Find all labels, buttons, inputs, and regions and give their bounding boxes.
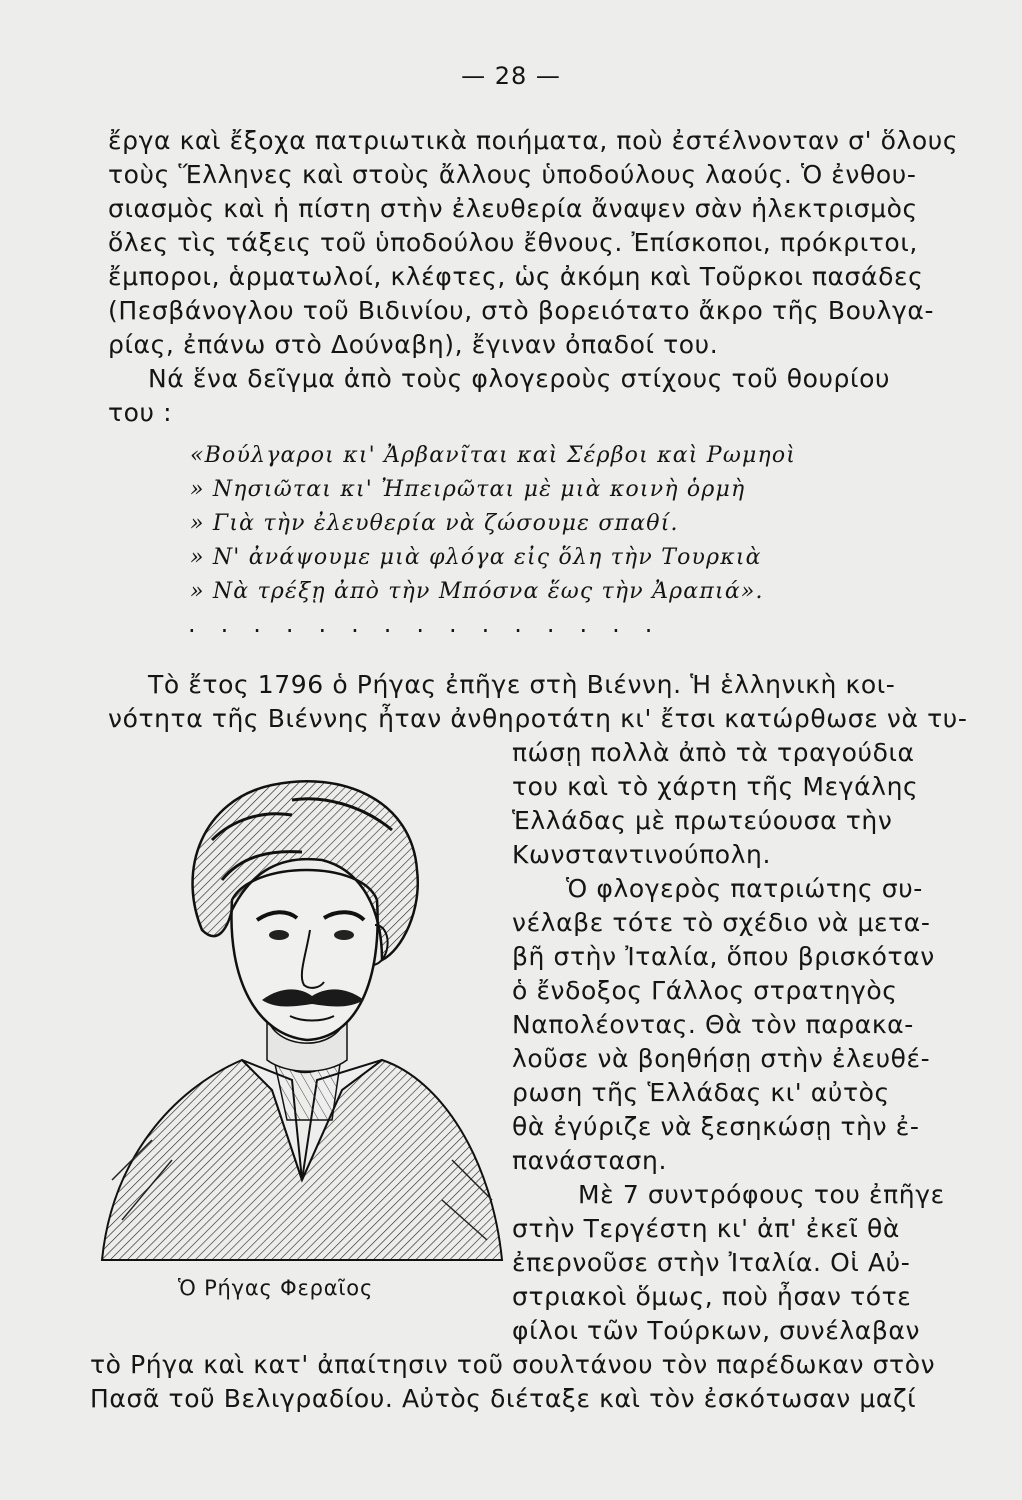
poem-line: » Ν' ἀνάψουμε μιὰ φλόγα εἰς ὅλη τὴν Τουρκιὰ xyxy=(190,545,762,570)
text-line: Μὲ 7 συντρόφους του ἐπῆγε xyxy=(578,1180,945,1209)
poem-line: » Νὰ τρέξῃ ἀπὸ τὴν Μπόσνα ἕως τὴν Ἀραπιά». xyxy=(190,579,764,604)
ellipsis-row: ............... xyxy=(188,610,678,638)
text-line: πώσῃ πολλὰ ἀπὸ τὰ τραγούδια xyxy=(512,738,915,767)
poem-line: » Νησιῶται κι' Ἠπειρῶται μὲ μιὰ κοινὴ ὁρμὴ xyxy=(190,477,746,502)
text-line: Ἑλλάδας μὲ πρωτεύουσα τὴν xyxy=(512,806,893,835)
text-line: Νά ἕνα δεῖγμα ἀπὸ τοὺς φλογεροὺς στίχους τοῦ θουρίου xyxy=(148,364,891,393)
page-number: — 28 — xyxy=(461,62,561,90)
text-line: σιασμὸς καὶ ἡ πίστη στὴν ἐλευθερία ἄναψεν σὰν ἠλεκτρισμὸς xyxy=(108,194,918,223)
text-line: ὅλες τὶς τάξεις τοῦ ὑποδούλου ἔθνους. Ἐπίσκοποι, πρόκριτοι, xyxy=(108,228,918,257)
portrait-caption: Ὁ Ρήγας Φεραῖος xyxy=(178,1276,374,1300)
portrait-illustration xyxy=(92,760,512,1280)
text-line: βῆ στὴν Ἰταλία, ὅπου βρισκόταν xyxy=(512,942,935,971)
text-line: ἔργα καὶ ἔξοχα πατριωτικὰ ποιήματα, ποὺ ἐστέλνονταν σ' ὅλους xyxy=(108,126,959,155)
text-line: Πασᾶ τοῦ Βελιγραδίου. Αὐτὸς διέταξε καὶ τὸν ἐσκότωσαν μαζί xyxy=(90,1384,917,1413)
text-line: Ναπολέοντας. Θὰ τὸν παρακα- xyxy=(512,1010,914,1039)
text-line: Τὸ ἔτος 1796 ὁ Ρήγας ἐπῆγε στὴ Βιέννη. Ἡ ἑλληνικὴ κοι- xyxy=(148,670,896,699)
text-line: ἐπερνοῦσε στὴν Ἰταλία. Οἱ Αὐ- xyxy=(512,1248,911,1277)
text-line: νότητα τῆς Βιέννης ἦταν ἀνθηροτάτη κι' ἔτσι κατώρθωσε νὰ τυ- xyxy=(108,704,968,733)
text-line: στὴν Τεργέστη κι' ἀπ' ἐκεῖ θὰ xyxy=(512,1214,901,1243)
poem-line: » Γιὰ τὴν ἐλευθερία νὰ ζώσουμε σπαθί. xyxy=(190,511,679,536)
text-line: (Πεσβάνογλου τοῦ Βιδινίου, στὸ βορειότατο ἄκρο τῆς Βουλγα- xyxy=(108,296,935,325)
text-line: στριακοὶ ὅμως, ποὺ ἦσαν τότε xyxy=(512,1282,912,1311)
text-line: ρίας, ἐπάνω στὸ Δούναβη), ἔγιναν ὀπαδοί του. xyxy=(108,330,719,359)
text-line: του : xyxy=(108,398,173,427)
text-line: του καὶ τὸ χάρτη τῆς Μεγάλης xyxy=(512,772,919,801)
text-line: ἔμποροι, ἁρματωλοί, κλέφτες, ὡς ἀκόμη καὶ Τοῦρκοι πασάδες xyxy=(108,262,924,291)
text-line: ὁ ἔνδοξος Γάλλος στρατηγὸς xyxy=(512,976,898,1005)
text-line: Ὁ φλογερὸς πατριώτης συ- xyxy=(566,874,923,903)
text-line: τοὺς Ἕλληνες καὶ στοὺς ἄλλους ὑποδούλους λαούς. Ὁ ἐνθου- xyxy=(108,160,917,189)
text-line: Κωνσταντινούπολη. xyxy=(512,840,772,869)
text-line: νέλαβε τότε τὸ σχέδιο νὰ μετα- xyxy=(512,908,931,937)
text-line: φίλοι τῶν Τούρκων, συνέλαβαν xyxy=(512,1316,921,1345)
text-line: τὸ Ρήγα καὶ κατ' ἀπαίτησιν τοῦ σουλτάνου τὸν παρέδωκαν στὸν xyxy=(90,1350,936,1379)
text-line: πανάσταση. xyxy=(512,1146,667,1175)
text-line: θὰ ἐγύριζε νὰ ξεσηκώσῃ τὴν ἐ- xyxy=(512,1112,920,1141)
text-line: λοῦσε νὰ βοηθήσῃ στὴν ἐλευθέ- xyxy=(512,1044,931,1073)
text-line: ρωση τῆς Ἑλλάδας κι' αὐτὸς xyxy=(512,1078,890,1107)
poem-line: «Βούλγαροι κι' Ἀρβανῖται καὶ Σέρβοι καὶ Ρωμηοὶ xyxy=(190,443,797,468)
